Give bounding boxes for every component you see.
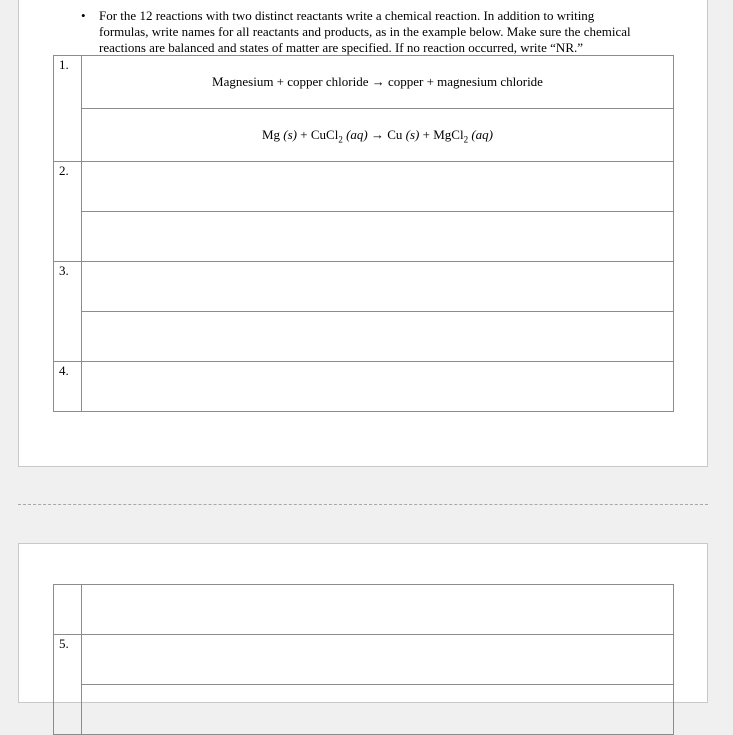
instructions-item	[79, 8, 639, 56]
formula-equation-cell[interactable]	[82, 312, 674, 362]
table-row	[54, 212, 674, 262]
example-word-equation: Magnesium + copper chloride → copper + magnesium chloride	[212, 74, 543, 89]
instructions-list	[79, 8, 639, 56]
reaction-table-page-2	[53, 584, 674, 735]
table-row	[54, 262, 674, 312]
word-equation-cell[interactable]	[82, 362, 674, 412]
formula-equation-cell[interactable]	[82, 212, 674, 262]
word-equation-cell[interactable]	[82, 162, 674, 212]
table-row	[54, 585, 674, 635]
row-number-1: 1.	[54, 56, 82, 162]
table-row	[54, 56, 674, 109]
example-formula-equation: Mg (s) + CuCl$_2$ (aq) → Cu (s) + MgCl$_2$ (aq)	[261, 127, 493, 145]
row-number-4: 4.	[54, 362, 82, 412]
formula-equation-cell[interactable]	[82, 109, 674, 162]
page-break-divider	[18, 504, 708, 505]
bullet-icon: •	[81, 8, 86, 23]
formula-equation-cell[interactable]	[82, 585, 674, 635]
row-number-3: 3.	[54, 262, 82, 362]
row-number-5: 5.	[54, 635, 82, 735]
instructions-text: For the 12 reactions with two distinct reactants write a chemical reaction. In addition to writing formulas, write names for all reactants and products, as in the example below. Make sure the chemical reactions are balanced and states of matter are specified. If no reaction occurred, write “NR.”	[99, 8, 631, 55]
table-row	[54, 312, 674, 362]
word-equation-cell[interactable]	[82, 262, 674, 312]
word-equation-cell[interactable]	[82, 635, 674, 685]
table-row	[54, 685, 674, 735]
word-equation-cell[interactable]	[82, 56, 674, 109]
table-row	[54, 635, 674, 685]
row-number-4-continued	[54, 585, 82, 635]
table-row	[54, 162, 674, 212]
row-number-2: 2.	[54, 162, 82, 262]
table-row	[54, 362, 674, 412]
table-row	[54, 109, 674, 162]
arrow-icon: →	[371, 127, 384, 142]
formula-equation-cell[interactable]	[82, 685, 674, 735]
reaction-table-page-1	[53, 55, 674, 412]
